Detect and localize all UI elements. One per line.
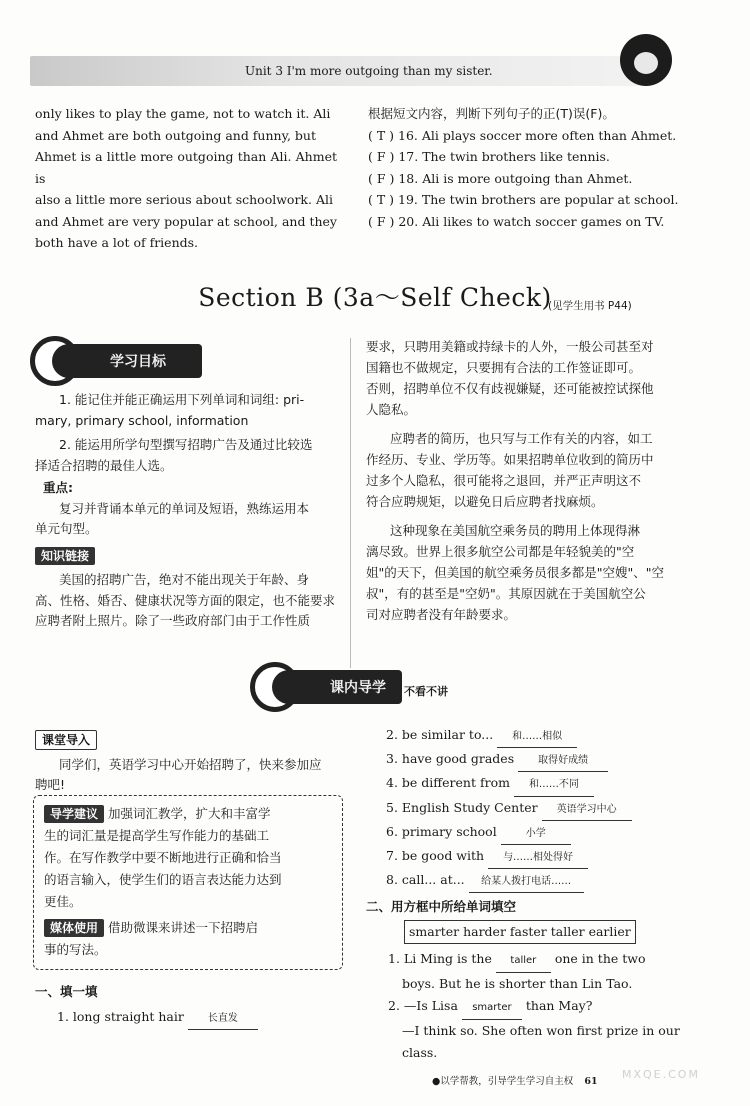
phrase-text: 1. long straight hair: [57, 1008, 184, 1024]
judge-item: [368, 168, 708, 190]
judge-text: 19. The twin brothers are popular at school.: [398, 192, 679, 207]
goal-item-2: 2. 能运用所学句型撰写招聘广告及通过比较选: [59, 437, 313, 452]
q2-text-b: than May?: [525, 998, 593, 1013]
reading-line: only likes to play the game, not to watch it. Ali: [35, 106, 331, 121]
right-article: [366, 336, 711, 625]
phrase-text: 3. have good grades: [386, 751, 515, 767]
question-1: [366, 948, 716, 973]
goal-item-1-cont: mary, primary school, information: [35, 412, 249, 428]
tip-line: 加强词汇教学，扩大和丰富学: [108, 806, 271, 821]
phrase-item: [386, 748, 716, 772]
reading-line: both have a lot of friends.: [35, 235, 199, 250]
tip-line: 生的词汇量是提高学生写作能力的基础工: [44, 828, 270, 843]
media-line: 借助微课来讲述一下招聘启: [108, 920, 259, 935]
class-banner: 课内导学: [272, 670, 402, 704]
judge-mark: ( F ): [368, 213, 395, 229]
phrase-answer[interactable]: 和……不同: [514, 774, 594, 796]
word-box: smarter harder faster taller earlier: [404, 920, 636, 944]
knowledge-link-tag: 知识链接: [35, 547, 95, 565]
part2-title: 二、用方框中所给单词填空: [366, 899, 517, 914]
article-line: 符合应聘规矩，以避免日后应聘者找麻烦。: [366, 494, 604, 509]
suggestion-content: [44, 803, 336, 961]
judge-item: [368, 125, 708, 147]
reading-line: and Ahmet are both outgoing and funny, but: [35, 127, 317, 143]
goal-item-1: 1. 能记住并能正确运用下列单词和词组: pri-: [59, 392, 305, 407]
fill-part-one: [35, 982, 345, 1030]
judge-item: [368, 146, 708, 168]
article-line: 过多个人隐私，很可能将之退回，并严正声明这不: [366, 473, 642, 488]
intro-block: [35, 730, 345, 796]
page-number: 61: [584, 1076, 598, 1087]
intro-tag: 课堂导入: [35, 730, 97, 750]
article-line: 司对应聘者没有年龄要求。: [366, 607, 517, 622]
judge-text: 16. Ali plays soccer more often than Ahmet.: [398, 127, 677, 143]
tip-line: 作。在写作教学中要不断地进行正确和恰当: [44, 850, 282, 865]
phrase-answer[interactable]: 英语学习中心: [542, 799, 632, 821]
page-reference: (见学生用书 P44): [548, 300, 632, 312]
phrase-item: [35, 1007, 345, 1031]
article-line: 要求，只聘用美籍或持绿卡的人外，一般公司甚至对: [366, 339, 654, 354]
phrase-item: [386, 772, 716, 796]
mascot-icon: [620, 34, 672, 86]
reading-line: also a little more serious about schoolwork. Ali: [35, 192, 333, 207]
key-line: 复习并背诵本单元的单词及短语，熟练运用本: [59, 500, 310, 516]
link-line: 高、性格、婚否、健康状况等方面的限定，也不能要求: [35, 592, 336, 608]
article-line: 否则，招聘单位不仅有歧视嫌疑，还可能被控试探他: [366, 381, 654, 396]
judge-text: 17. The twin brothers like tennis.: [398, 149, 610, 164]
unit-header-title: Unit 3 I'm more outgoing than my sister.: [245, 64, 493, 78]
phrase-item: [386, 724, 716, 748]
article-line: 国籍也不做规定，只要拥有合法的工作签证即可。: [366, 360, 642, 375]
judge-item: [368, 211, 708, 233]
link-line: 美国的招聘广告，绝对不能出现关于年龄、身: [59, 572, 310, 587]
key-line: 单元句型。: [35, 521, 98, 536]
judge-instruction: 根据短文内容，判断下列句子的正(T)误(F)。: [368, 106, 615, 121]
q1-text-c: boys. But he is shorter than Lin Tao.: [402, 976, 633, 991]
intro-line: 聘吧!: [35, 777, 66, 792]
phrase-text: 8. call... at...: [386, 872, 465, 888]
article-line: 姐"的天下，但美国的航空乘务员很多都是"空嫂"、"空: [366, 565, 664, 580]
phrase-text: 6. primary school: [386, 823, 497, 839]
phrase-text: 2. be similar to...: [386, 727, 494, 742]
tip-line: 的语言输入，使学生们的语言表达能力达到: [44, 872, 282, 887]
key-label: 重点:: [43, 480, 73, 495]
goals-banner: 学习目标: [52, 344, 202, 378]
article-line: 人隐私。: [366, 402, 417, 417]
article-line: 漓尽致。世界上很多航空公司都是年轻貌美的"空: [366, 544, 635, 559]
tip-tag: 导学建议: [44, 805, 104, 823]
article-line: 叔"，有的甚至是"空奶"。其原因就在于美国航空公: [366, 586, 646, 601]
judge-mark: ( F ): [368, 149, 395, 164]
section-title: Section B (3a～Self Check): [198, 283, 552, 312]
intro-line: 同学们，英语学习中心开始招聘了，快来参加应: [59, 756, 322, 772]
q2-text-c: —I think so. She often won first prize in our: [402, 1023, 680, 1038]
media-tag: 媒体使用: [44, 919, 104, 937]
footer-motto: [432, 1073, 598, 1087]
phrase-item: [386, 821, 716, 845]
link-line: 应聘者附上照片。除了一些政府部门由于工作性质: [35, 613, 311, 628]
article-line: 这种现象在美国航空乘务员的聘用上体现得淋: [390, 523, 641, 538]
judge-text: 20. Ali likes to watch soccer games on TV.: [398, 213, 665, 229]
tip-line: 更佳。: [44, 894, 82, 909]
judge-item: [368, 189, 708, 211]
phrase-text: 5. English Study Center: [386, 799, 538, 815]
phrase-text: 4. be different from: [386, 775, 510, 791]
phrase-answer[interactable]: 与……相处得好: [488, 847, 588, 869]
judge-section: [368, 103, 708, 232]
judge-mark: ( F ): [368, 170, 395, 186]
article-line: 作经历、专业、学历等。如果招聘单位收到的简历中: [366, 452, 654, 467]
q2-answer[interactable]: smarter: [462, 997, 522, 1020]
watermark: [600, 1028, 730, 1088]
goal-item-2-cont: 择适合招聘的最佳人选。: [35, 457, 173, 473]
phrase-answer[interactable]: 小学: [501, 823, 571, 845]
phrase-text: 7. be good with: [386, 848, 485, 864]
question-2: [366, 995, 716, 1020]
q2-text-a: 2. —Is Lisa: [388, 998, 458, 1013]
phrase-item: [386, 869, 716, 893]
q1-text-b: one in the two: [554, 951, 646, 966]
watermark-text: MXQE.COM: [622, 1068, 700, 1081]
reading-passage: [35, 103, 337, 254]
judge-mark: ( T ): [368, 127, 395, 143]
judge-text: 18. Ali is more outgoing than Ahmet.: [398, 170, 633, 186]
judge-mark: ( T ): [368, 192, 395, 207]
q2-text-d: class.: [402, 1045, 438, 1060]
q1-answer[interactable]: taller: [496, 950, 551, 973]
q1-text-a: 1. Li Ming is the: [388, 951, 492, 966]
reading-line: and Ahmet are very popular at school, and they: [35, 213, 337, 229]
goals-block: [35, 390, 340, 632]
part1-title: 一、填一填: [35, 984, 98, 999]
phrase-item: [386, 845, 716, 869]
phrase-answer[interactable]: 取得好成绩: [518, 750, 608, 772]
media-line: 事的写法。: [44, 942, 107, 957]
phrase-item: [386, 797, 716, 821]
reading-line: Ahmet is a little more outgoing than Ali. Ahmet is: [35, 149, 337, 186]
phrase-list: [386, 724, 716, 893]
footer-motto-text: ●以学帮教，引导学生学习自主权: [432, 1076, 574, 1087]
class-banner-note: 不看不讲: [404, 685, 448, 698]
phrase-answer[interactable]: 和……相似: [497, 726, 577, 748]
article-line: 应聘者的简历，也只写与工作有关的内容，如工: [390, 431, 653, 446]
phrase-answer[interactable]: 长直发: [188, 1009, 258, 1031]
column-divider: [350, 338, 351, 668]
phrase-answer[interactable]: 给某人拨打电话……: [469, 871, 584, 893]
